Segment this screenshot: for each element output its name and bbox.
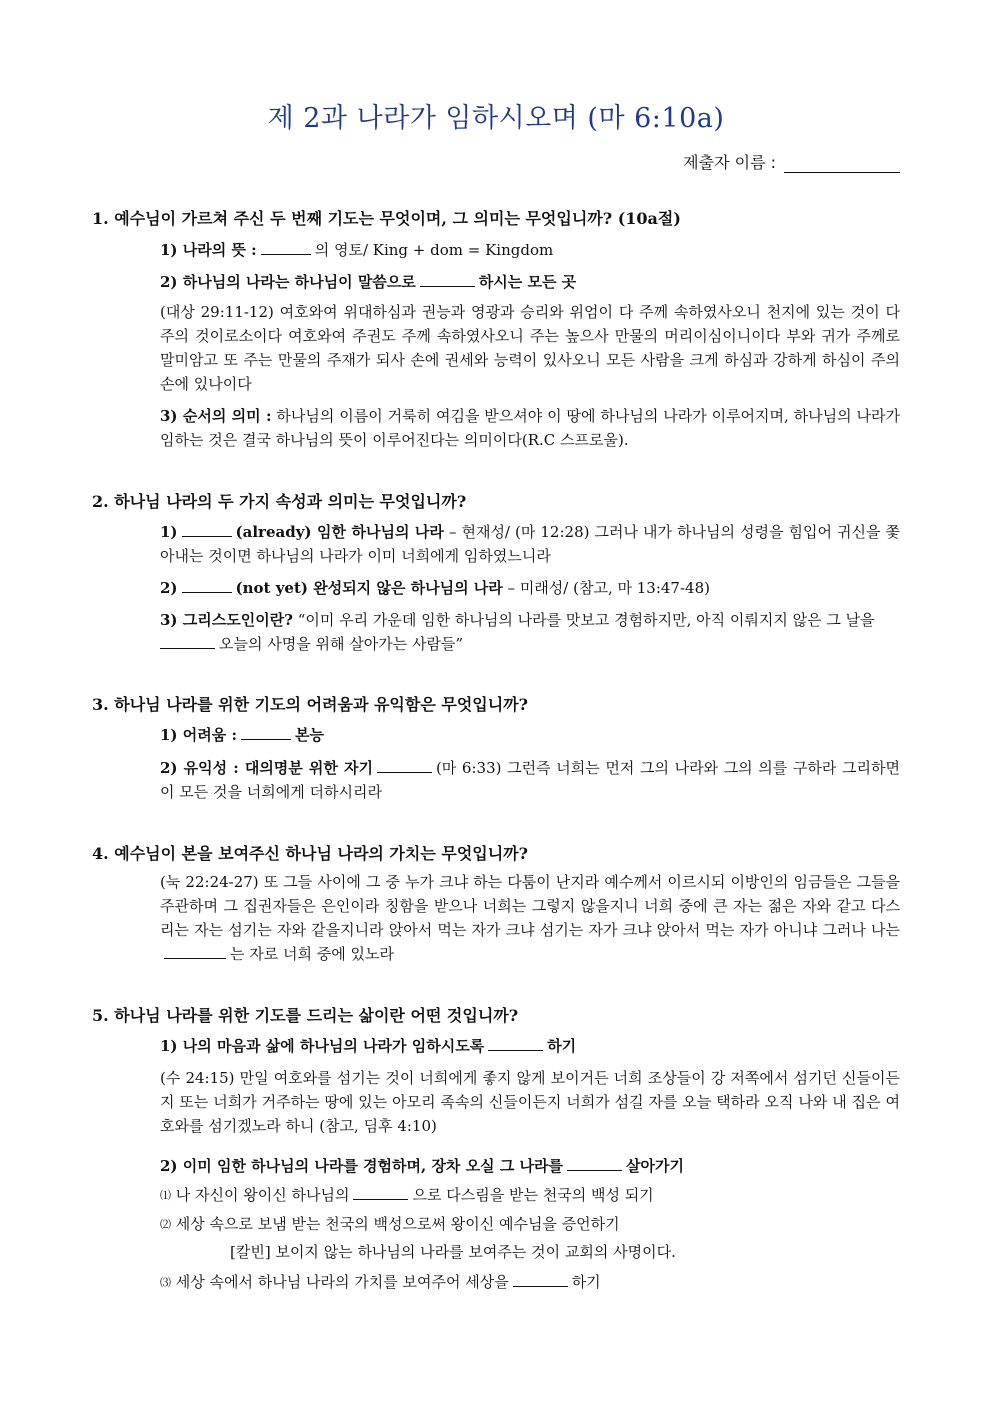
q1-item-3 bbox=[160, 404, 900, 452]
q5-sub-2 bbox=[160, 1212, 900, 1237]
q5-item-1-text-a: 1) 나의 마음과 삶에 하나님의 나라가 임하시도록 bbox=[160, 1037, 485, 1055]
q1-verse: (대상 29:11-12) 여호와여 위대하심과 권능과 영광과 승리와 위엄이 다 주께 속하였사오니 천지에 있는 것이 다 주의 것이로소이다 여호와여 주권도 주께 속하였사오니 주는 높으사 만물의 머리이심이니이다 부와 귀가 주께로 말미암고 또 주는 만물의 주재가 되사 손에 권세와 능력이 있사오니 모든 사람을 크게 하심과 강하게 하심이 주의 손에 있나이다 bbox=[160, 303, 900, 393]
q5-sub-1-text-b: 으로 다스림을 받는 천국의 백성 되기 bbox=[412, 1186, 654, 1204]
q5-item-2-text-a: 2) 이미 임한 하나님의 나라를 경험하며, 장차 오실 그 나라를 bbox=[160, 1157, 564, 1175]
q5-sub-1 bbox=[160, 1183, 900, 1208]
q2-item-2-blank[interactable] bbox=[182, 578, 232, 593]
q2-item-1-text: – 현재성/ (마 12:28) 그러나 내가 하나님의 성령을 힘입어 귀신을 쫓아내는 것이면 하나님의 나라가 이미 너희에게 임하였느니라 bbox=[160, 523, 900, 565]
q2-item-3 bbox=[160, 608, 900, 656]
q1-item-2-text-b: 하시는 모든 곳 bbox=[478, 273, 577, 291]
q5-verse: (수 24:15) 만일 여호와를 섬기는 것이 너희에게 좋지 않게 보이거든 너희 조상들이 강 저쪽에서 섬기던 신들이든지 또는 너희가 거주하는 땅에 있는 아모리 족속의 신들이든지 너희가 섬길 자를 오늘 택하라 오직 나와 내 집은 여호와를 섬기겠노라 하니 (참고, 딤후 4:10) bbox=[160, 1069, 900, 1135]
page-title: 제 2과 나라가 임하시오며 (마 6:10a) bbox=[267, 103, 725, 134]
q5-sub-2-text: 세상 속으로 보냄 받는 천국의 백성으로써 왕이신 예수님을 증언하기 bbox=[175, 1215, 620, 1233]
q4-verse bbox=[160, 870, 900, 966]
q3-item-2-text: (마 6:33) 그런즉 너희는 먼저 그의 나라와 그의 의를 구하라 그리하면 이 모든 것을 너희에게 더하시리라 bbox=[160, 759, 901, 801]
q2-item-3-label: 3) 그리스도인이란? bbox=[160, 611, 293, 629]
q5-sub-3 bbox=[160, 1270, 900, 1295]
q5-item-2-text-b: 살아가기 bbox=[626, 1157, 684, 1175]
question-1-heading: 1. 예수님이 가르쳐 주신 두 번째 기도는 무엇이며, 그 의미는 무엇입니까? (10a절) bbox=[92, 209, 681, 228]
q2-item-1-blank[interactable] bbox=[182, 522, 232, 537]
q3-item-1-text: 본능 bbox=[295, 726, 324, 744]
question-3-heading: 3. 하나님 나라를 위한 기도의 어려움과 유익함은 무엇입니까? bbox=[92, 695, 529, 714]
q1-item-1-blank[interactable] bbox=[261, 240, 311, 255]
submitter-name-field bbox=[683, 150, 900, 173]
q2-item-2 bbox=[160, 576, 900, 600]
q5-sub-3-num: ⑶ bbox=[160, 1276, 171, 1289]
question-2-heading: 2. 하나님 나라의 두 가지 속성과 의미는 무엇입니까? bbox=[92, 492, 467, 511]
q4-verse-blank[interactable] bbox=[164, 944, 226, 959]
q1-item-2-blank[interactable] bbox=[420, 272, 475, 287]
q1-item-3-text: 하나님의 이름이 거룩히 여김을 받으셔야 이 땅에 하나님의 나라가 이루어지며, 하나님의 나라가 임하는 것은 결국 하나님의 뜻이 이루어진다는 의미이다(R.C 스프로울). bbox=[160, 407, 900, 449]
q3-item-1-label: 1) 어려움 : bbox=[160, 726, 237, 744]
q5-item-1 bbox=[160, 1034, 900, 1058]
q4-verse-text-a: (눅 22:24-27) 또 그들 사이에 그 중 누가 크냐 하는 다툼이 난지라 예수께서 이르시되 이방인의 임금들은 그들을 주관하며 그 집권자들은 은인이라 칭함을 받으나 너희는 그렇지 않을지니 너희 중에 큰 자는 젊은 자와 같고 다스리는 자는 섬기는 자와 같을지니라 앉아서 먹는 자가 크냐 섬기는 자가 크냐 앉아서 먹는 자가 아니냐 그러나 나는 bbox=[160, 873, 900, 939]
q1-item-1-label: 1) 나라의 뜻 : bbox=[160, 241, 257, 259]
q3-item-2 bbox=[160, 756, 900, 804]
q5-sub-1-num: ⑴ bbox=[160, 1189, 171, 1202]
q5-item-2-blank[interactable] bbox=[567, 1156, 622, 1171]
q5-item-2 bbox=[160, 1154, 900, 1178]
q1-item-2-text-a: 2) 하나님의 나라는 하나님이 말씀으로 bbox=[160, 273, 416, 291]
q1-item-3-label: 3) 순서의 의미 : bbox=[160, 407, 272, 425]
q1-item-1-text: 의 영토/ King + dom = Kingdom bbox=[314, 241, 554, 259]
q5-sub-2-num: ⑵ bbox=[160, 1218, 171, 1231]
q5-sub-3-text-a: 세상 속에서 하나님 나라의 가치를 보여주어 세상을 bbox=[175, 1273, 509, 1291]
q3-item-1-blank[interactable] bbox=[241, 725, 291, 740]
q5-sub-1-blank[interactable] bbox=[353, 1185, 408, 1200]
q3-item-2-label: 2) 유익성 : 대의명분 위한 자기 bbox=[160, 759, 373, 777]
submitter-label: 제출자 이름 : bbox=[683, 153, 776, 172]
q5-sub-3-text-b: 하기 bbox=[571, 1273, 601, 1291]
q3-item-1 bbox=[160, 723, 900, 747]
q3-item-2-blank[interactable] bbox=[377, 758, 432, 773]
q1-item-1 bbox=[160, 238, 900, 262]
question-5-heading: 5. 하나님 나라를 위한 기도를 드리는 삶이란 어떤 것입니까? bbox=[92, 1006, 519, 1025]
q2-item-1-label: (already) 임한 하나님의 나라 bbox=[235, 523, 444, 541]
q2-item-2-label: (not yet) 완성되지 않은 하나님의 나라 bbox=[235, 579, 503, 597]
submitter-blank[interactable] bbox=[784, 156, 900, 173]
q2-item-2-num: 2) bbox=[160, 579, 178, 597]
q2-item-1-num: 1) bbox=[160, 523, 178, 541]
q2-item-2-text: – 미래성/ (참고, 마 13:47-48) bbox=[507, 579, 710, 597]
q2-item-3-text-b: 오늘의 사명을 위해 살아가는 사람들” bbox=[219, 635, 464, 653]
question-4-heading: 4. 예수님이 본을 보여주신 하나님 나라의 가치는 무엇입니까? bbox=[92, 844, 529, 863]
q2-item-3-text-a: “이미 우리 가운데 임한 하나님의 나라를 맛보고 경험하지만, 아직 이뤄지지 않은 그 날을 bbox=[297, 611, 875, 629]
q5-sub-1-text-a: 나 자신이 왕이신 하나님의 bbox=[175, 1186, 350, 1204]
q5-sub-3-blank[interactable] bbox=[513, 1272, 568, 1287]
q2-item-3-blank[interactable] bbox=[160, 634, 215, 649]
q2-item-1 bbox=[160, 520, 900, 568]
q5-item-1-blank[interactable] bbox=[488, 1036, 543, 1051]
q1-item-2 bbox=[160, 270, 900, 294]
q4-verse-text-b: 는 자로 너희 중에 있노라 bbox=[230, 945, 394, 963]
q5-item-1-text-b: 하기 bbox=[547, 1037, 577, 1055]
calvin-quote: [칼빈] 보이지 않는 하나님의 나라를 보여주는 것이 교회의 사명이다. bbox=[230, 1243, 676, 1261]
